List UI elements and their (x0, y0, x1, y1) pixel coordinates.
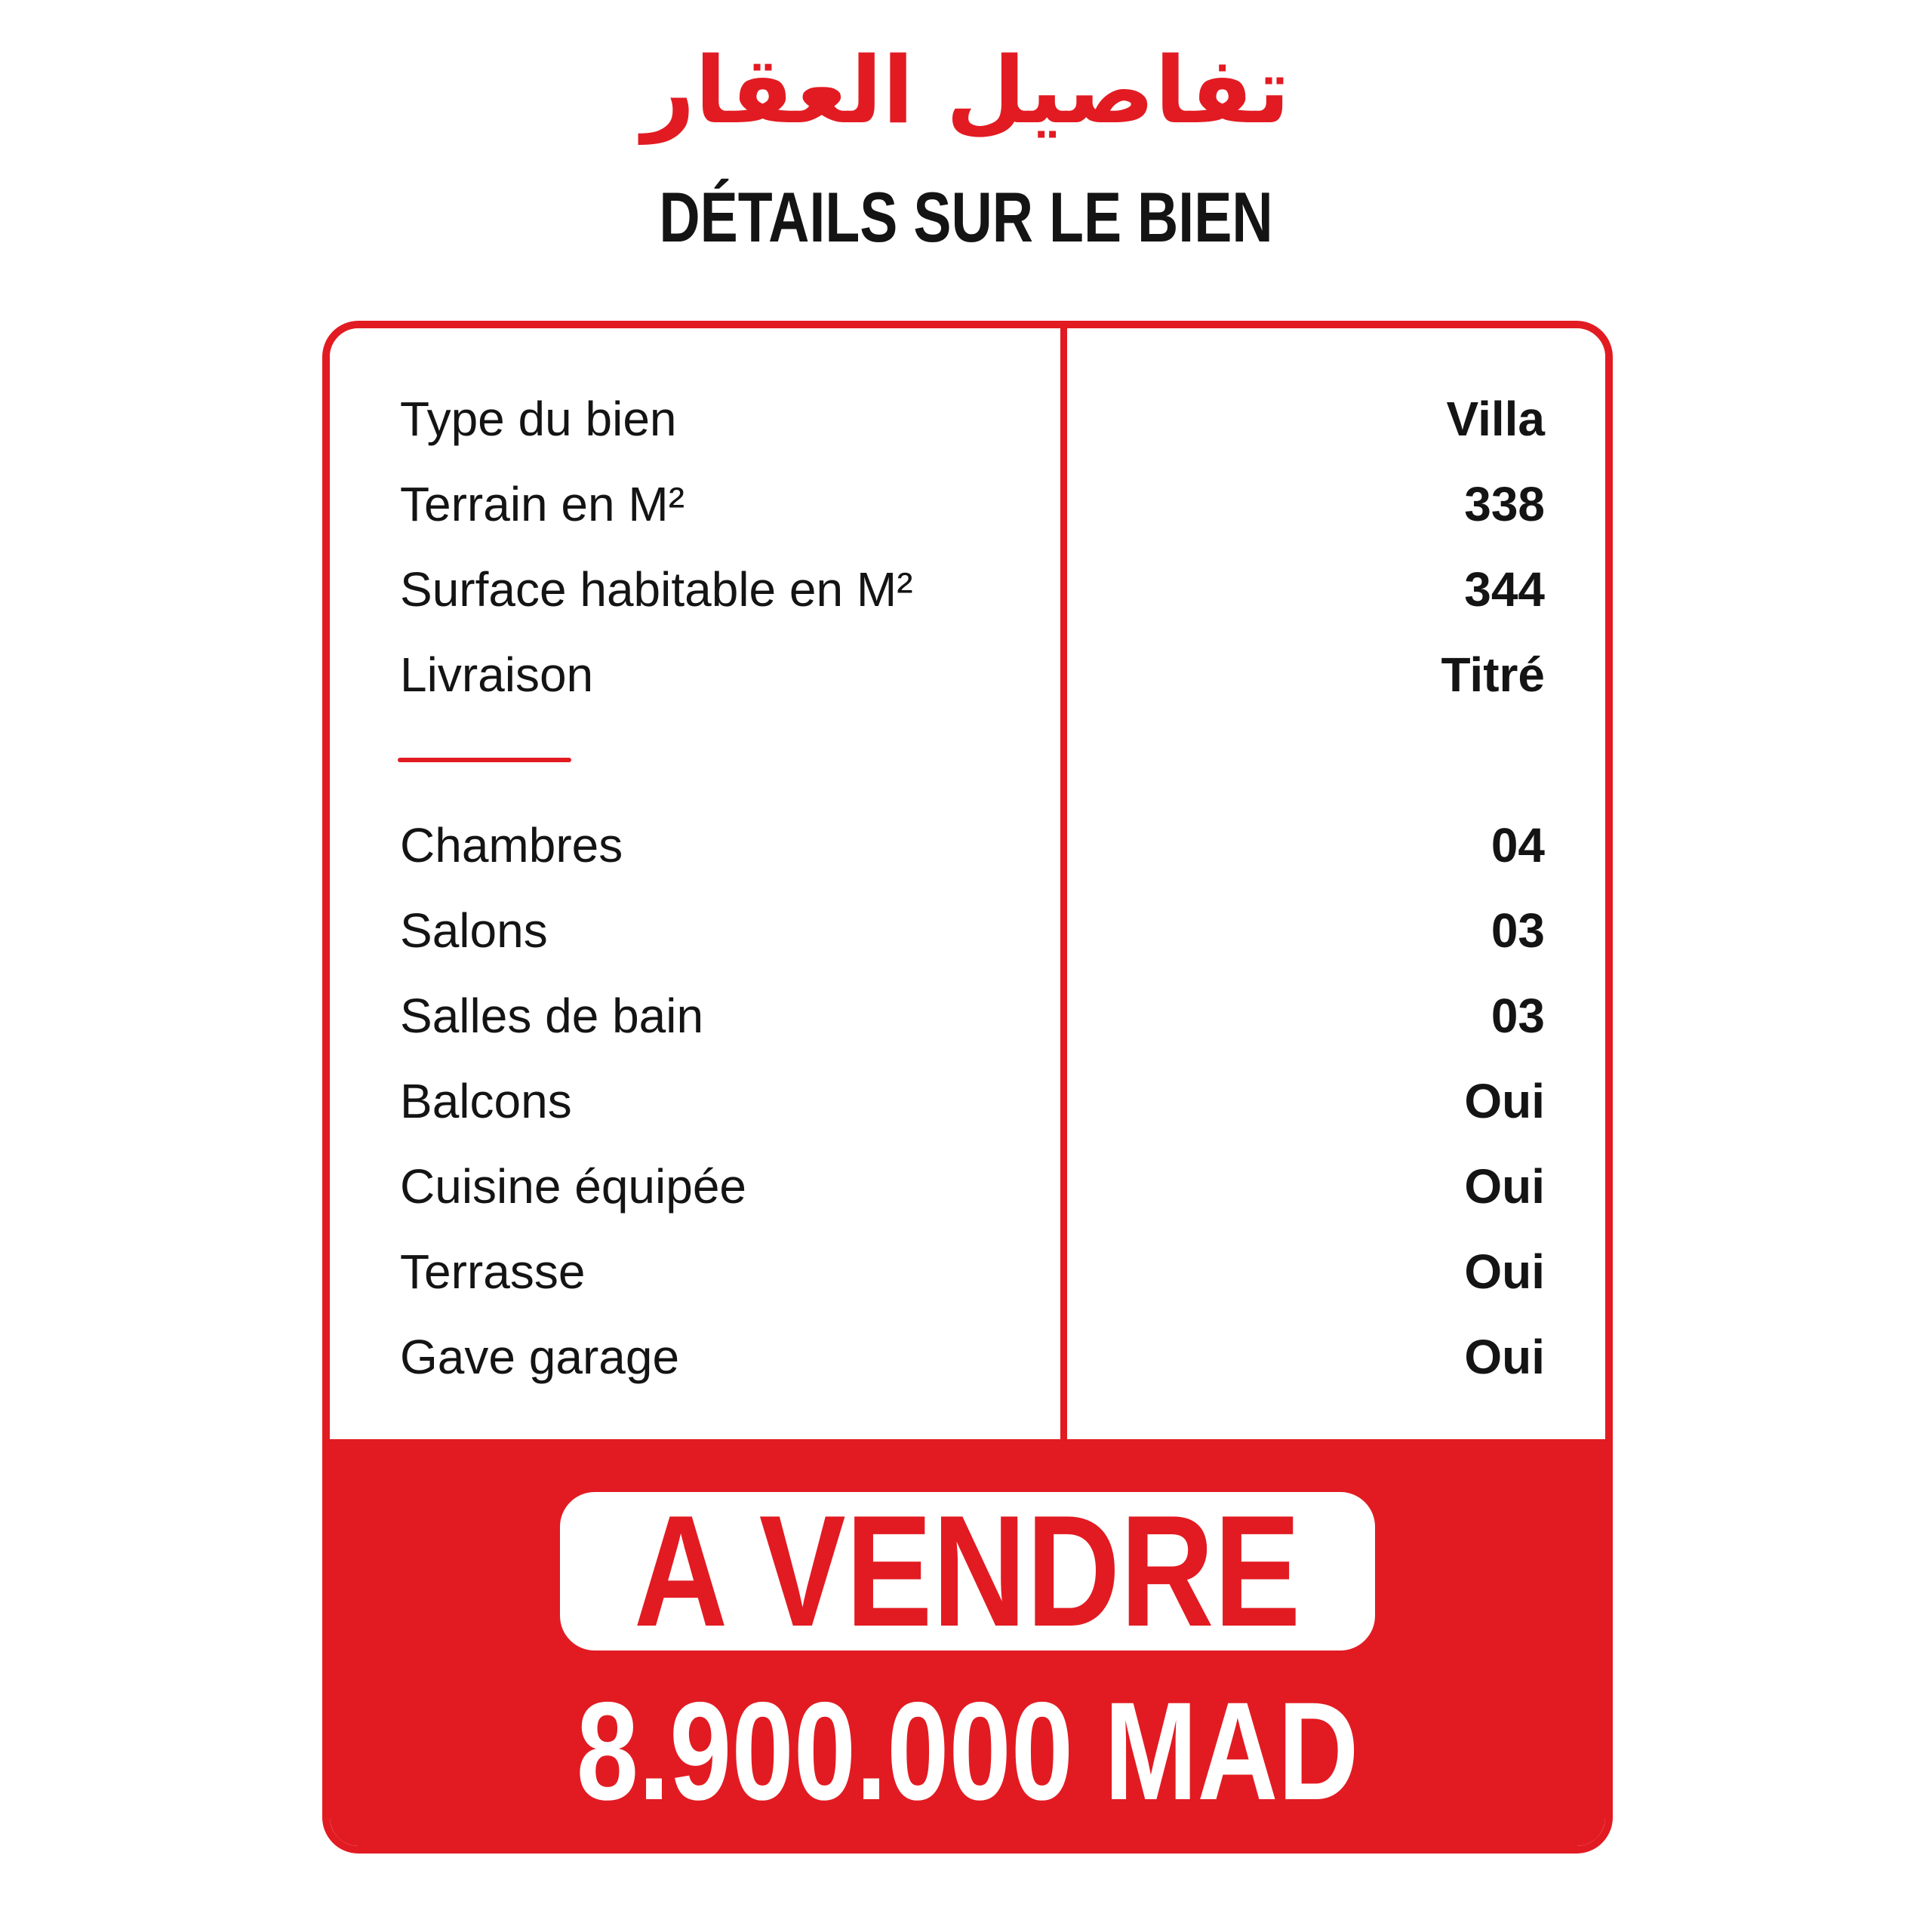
row-label: Surface habitable en M² (400, 561, 913, 617)
row-label: Salles de bain (400, 988, 704, 1043)
table-row (330, 973, 1605, 1058)
row-value: 338 (1464, 476, 1545, 531)
table-row (330, 802, 1605, 888)
table-row (330, 376, 1605, 461)
row-label: Livraison (400, 647, 594, 702)
row-label: Terrasse (400, 1244, 586, 1299)
table-row (330, 1143, 1605, 1229)
row-value: Oui (1464, 1329, 1545, 1384)
status-label: A VENDRE (634, 1482, 1301, 1660)
details-table (330, 328, 1605, 1439)
table-row (330, 1314, 1605, 1399)
table-row (330, 546, 1605, 632)
price-text: 8.900.000 MAD (576, 1674, 1359, 1829)
section-divider-row (330, 717, 1605, 802)
page-title: DÉTAILS SUR LE BIEN (659, 177, 1273, 257)
table-row (330, 461, 1605, 546)
footer-banner (330, 1439, 1605, 1846)
table-row (330, 888, 1605, 973)
row-label: Chambres (400, 817, 623, 872)
row-value: Oui (1464, 1158, 1545, 1214)
row-value: Villa (1446, 391, 1545, 446)
row-value: 344 (1464, 561, 1545, 617)
table-row (330, 1229, 1605, 1314)
row-value: Oui (1464, 1073, 1545, 1128)
row-label: Salons (400, 903, 548, 958)
row-value: 03 (1491, 903, 1545, 958)
table-row (330, 632, 1605, 717)
row-value: 03 (1491, 988, 1545, 1043)
status-badge (560, 1482, 1375, 1660)
details-card (322, 321, 1613, 1854)
arabic-title: تفاصيل العقار (641, 37, 1291, 144)
row-label: Balcons (400, 1073, 572, 1128)
row-label: Cuisine équipée (400, 1158, 746, 1214)
row-label: Terrain en M² (400, 476, 685, 531)
row-label: Type du bien (400, 391, 677, 446)
row-value: Oui (1464, 1244, 1545, 1299)
section-divider (398, 758, 571, 762)
row-label: Gave garage (400, 1329, 680, 1384)
table-row (330, 1058, 1605, 1143)
row-value: 04 (1491, 817, 1545, 872)
rows-container (330, 376, 1605, 1399)
row-value: Titré (1441, 647, 1545, 702)
